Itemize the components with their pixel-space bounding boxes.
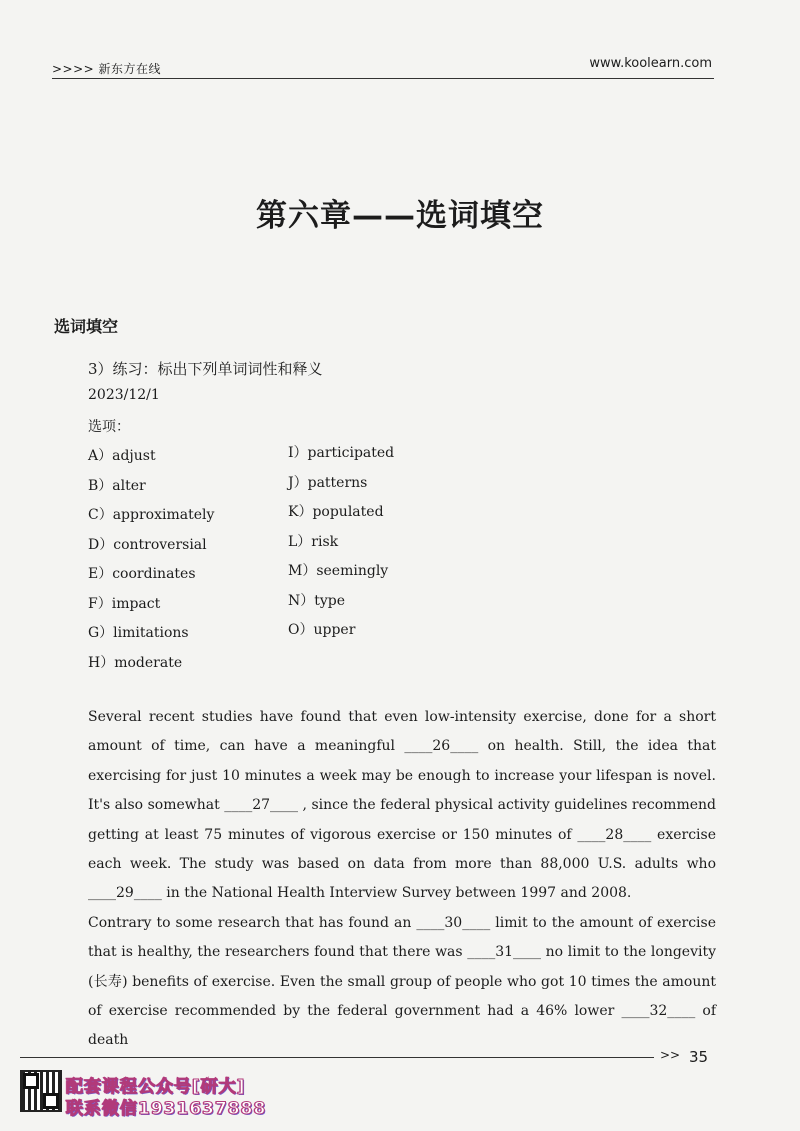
passage-text: on health. Still, the idea that exercising for just 10 minutes a week may be enough to increase your lifespan is novel. It's also somewhat <box>88 738 716 814</box>
option-item: D）controversial <box>88 536 207 553</box>
section-title: 选词填空 <box>54 317 119 336</box>
exercise-date: 2023/12/1 <box>88 387 160 403</box>
option-item: A）adjust <box>88 448 156 464</box>
option-item: M）seemingly <box>288 563 389 579</box>
option-item: G）limitations <box>88 625 189 641</box>
exercise-title: 3）练习：标出下列单词词性和释义 <box>88 360 323 378</box>
options-left-list <box>88 446 214 682</box>
blank-29: ____29____ <box>88 885 162 902</box>
option-item: O）upper <box>288 622 356 638</box>
option-item: L）risk <box>288 533 339 550</box>
options-label: 选项： <box>88 419 130 435</box>
passage-text: of death <box>88 1003 717 1049</box>
blank-27: ____27____ <box>224 797 299 814</box>
footer-arrow: >> <box>660 1048 681 1062</box>
passage <box>88 703 716 1056</box>
header-divider <box>52 78 714 79</box>
passage-paragraph-1 <box>88 703 716 909</box>
option-item: C）approximately <box>88 507 215 523</box>
option-item: I）participated <box>288 445 395 461</box>
page-number: 35 <box>689 1048 709 1066</box>
blank-26: ____26____ <box>404 738 479 755</box>
option-item: K）populated <box>288 504 384 520</box>
header-url: www.koolearn.com <box>589 56 712 71</box>
passage-text: , since the federal physical activity guidelines recommend getting at least 75 minutes of vigorous exercise or 150 minutes of <box>88 797 716 843</box>
passage-text: exercise each week. The study was based on data from more than 88,000 U.S. adults who <box>88 826 717 873</box>
passage-text: in the National Health Interview Survey between 1997 and 2008. <box>161 885 632 902</box>
passage-text: no limit to the longevity (长寿) benefits of exercise. Even the small group of people who got 10 times the amount of exercise recommended by the federal government had a 46% lower <box>88 944 717 1020</box>
qr-code-icon <box>20 1070 62 1112</box>
passage-text: Contrary to some research that has found an <box>88 914 417 931</box>
blank-30: ____30____ <box>416 914 491 931</box>
option-item: J）patterns <box>288 474 368 491</box>
chapter-title: 第六章——选词填空 <box>256 198 544 234</box>
blank-32: ____32____ <box>621 1003 696 1020</box>
watermark-line-1: 配套课程公众号[研大] <box>66 1077 246 1097</box>
option-item: F）impact <box>88 595 161 612</box>
footer-divider <box>20 1057 654 1058</box>
option-item: N）type <box>288 592 346 609</box>
passage-text: limit to the amount of exercise that is healthy, the researchers found that there was <box>88 914 716 961</box>
passage-text: Several recent studies have found that even low-intensity exercise, done for a short amount of time, can have a meaningful <box>88 709 716 755</box>
watermark-line-2: 联系微信1931637888 <box>66 1099 267 1119</box>
option-item: B）alter <box>88 477 146 494</box>
header-left-text: >>>> 新东方在线 <box>52 62 162 76</box>
option-item: E）coordinates <box>88 566 196 582</box>
passage-paragraph-2 <box>88 909 716 1056</box>
blank-28: ____28____ <box>577 826 652 843</box>
blank-31: ____31____ <box>467 944 542 961</box>
option-item: H）moderate <box>88 654 183 671</box>
options-right-list <box>288 443 394 650</box>
